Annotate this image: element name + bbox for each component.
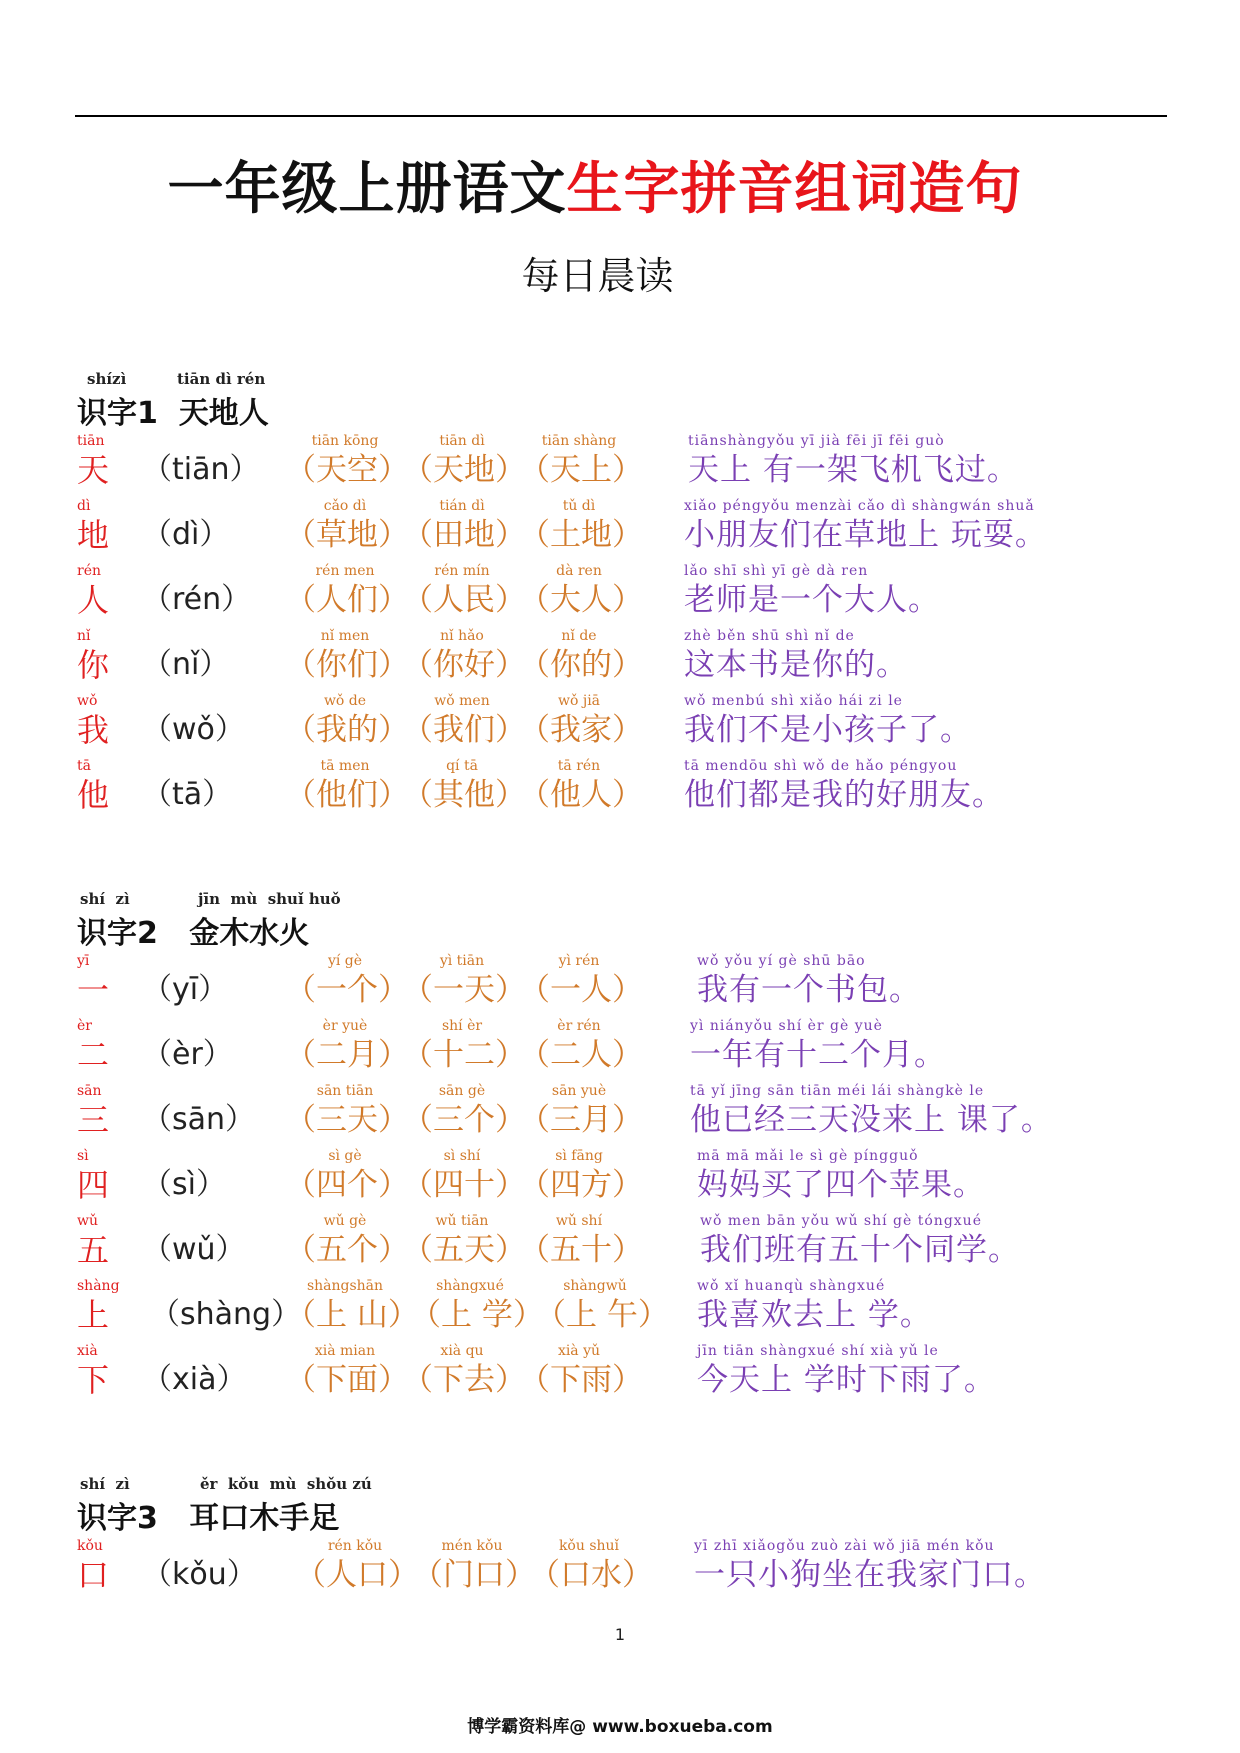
sentence-text: 今天上 学时下雨了。 — [697, 1362, 996, 1398]
sentence-text: 天上 有一架飞机飞过。 — [688, 452, 1019, 488]
word-pinyin: wǒ jiā — [557, 693, 601, 709]
word-pinyin: qí tā — [446, 758, 478, 774]
word — [519, 432, 639, 490]
sentence-pinyin: zhè běn shū shì nǐ de — [684, 628, 855, 644]
word-pinyin: tā men — [320, 758, 370, 774]
sentence-pinyin: tā yǐ jīng sān tiān méi lái shàngkè le — [690, 1083, 985, 1099]
char-pinyin: tiān — [77, 433, 105, 449]
char-pinyin: wǒ — [77, 693, 98, 709]
section-heading — [77, 388, 269, 432]
char-pinyin: dì — [77, 498, 91, 514]
word-pinyin: shí èr — [441, 1018, 483, 1034]
word-pinyin: wǒ men — [434, 693, 490, 709]
section-title-pinyin: jīn mù shuǐ huǒ — [198, 890, 341, 908]
word-pinyin: rén kǒu — [327, 1538, 383, 1554]
word-text: （ 土地 ） — [519, 515, 639, 555]
word-pinyin: tǔ dì — [562, 498, 596, 514]
word-text: （ 口水 ） — [529, 1555, 649, 1595]
sentence-text: 小朋友们在草地上 玩耍。 — [684, 517, 1047, 553]
char-pinyin-large: （tā） — [142, 777, 233, 812]
sentence-pinyin: yì niányǒu shí èr gè yuè — [690, 1018, 883, 1034]
section-heading — [77, 1493, 339, 1537]
word-text: （ 四十 ） — [402, 1165, 522, 1205]
sentence-text: 一年有十二个月。 — [690, 1037, 946, 1073]
word-text: （ 门口 ） — [412, 1555, 532, 1595]
char-pinyin: èr — [77, 1018, 92, 1034]
word-text: （ 天地 ） — [402, 450, 522, 490]
char-cell — [77, 1277, 137, 1335]
sentence-text: 老师是一个大人。 — [684, 582, 940, 618]
sentence-pinyin: jīn tiān shàngxué shí xià yǔ le — [697, 1343, 939, 1359]
char-pinyin-large: （wǒ） — [142, 712, 245, 747]
sentence — [694, 1537, 1046, 1595]
title-red-part: 生字拼音组词造句 — [566, 157, 1023, 222]
char: 地 — [77, 516, 110, 554]
section-heading — [77, 908, 309, 952]
word — [402, 1342, 522, 1400]
word-pinyin: sān tiān — [316, 1083, 374, 1099]
char-cell — [77, 627, 137, 685]
section-header — [0, 890, 1240, 952]
word-text: （ 上 山 ） — [285, 1295, 405, 1335]
section-2 — [0, 890, 1240, 1407]
title-black-part: 一年级上册语文 — [167, 157, 567, 222]
word-text: （ 你好 ） — [402, 645, 522, 685]
word-pinyin: xià yǔ — [557, 1343, 601, 1359]
sentence — [684, 757, 1004, 815]
sentence-pinyin: wǒ menbú shì xiǎo hái zi le — [684, 693, 903, 709]
word — [519, 627, 639, 685]
sentence — [697, 1147, 985, 1205]
char: 二 — [77, 1036, 110, 1074]
sentence — [684, 627, 908, 685]
char-pinyin: sān — [77, 1083, 102, 1099]
char-pinyin: rén — [77, 563, 101, 579]
word — [402, 627, 522, 685]
word — [285, 1342, 405, 1400]
char-row — [0, 692, 1240, 757]
char-pinyin-large: （xià） — [142, 1362, 247, 1397]
word — [285, 497, 405, 555]
char-cell — [77, 1082, 137, 1140]
char-cell — [77, 757, 137, 815]
word — [412, 1537, 532, 1595]
word-text: （ 下面 ） — [285, 1360, 405, 1400]
word-pinyin: èr yuè — [322, 1018, 368, 1034]
word-text: （ 其他 ） — [402, 775, 522, 815]
sentence — [697, 1277, 932, 1335]
page-number: 1 — [614, 1625, 626, 1644]
sentence-text: 我们不是小孩子了。 — [684, 712, 972, 748]
word-text: （ 三月 ） — [519, 1100, 639, 1140]
word — [285, 757, 405, 815]
word-text: （ 他人 ） — [519, 775, 639, 815]
section-title-pinyin: tiān dì rén — [177, 370, 266, 388]
top-rule — [75, 115, 1167, 117]
char: 上 — [77, 1296, 110, 1334]
word-pinyin: xià mian — [314, 1343, 376, 1359]
word-pinyin: wǔ tiān — [435, 1213, 489, 1229]
sentence-text: 他们都是我的好朋友。 — [684, 777, 1004, 813]
word-text: （ 二人 ） — [519, 1035, 639, 1075]
char-cell — [77, 1537, 137, 1595]
word-text: （ 草地 ） — [285, 515, 405, 555]
char-pinyin-large: （sì） — [142, 1167, 226, 1202]
word-text: （ 你们 ） — [285, 645, 405, 685]
section-label-pinyin: shízì — [87, 370, 127, 388]
char: 一 — [77, 971, 110, 1009]
char-cell — [77, 1017, 137, 1075]
word-text: （ 五十 ） — [519, 1230, 639, 1270]
char: 下 — [77, 1361, 110, 1399]
word-text: （ 大人 ） — [519, 580, 639, 620]
page-title — [0, 145, 1190, 225]
word-text: （ 我的 ） — [285, 710, 405, 750]
section-rows — [0, 952, 1240, 1407]
word — [285, 1277, 405, 1335]
char-pinyin-large: （kǒu） — [142, 1557, 257, 1592]
word — [519, 1082, 639, 1140]
word-pinyin: mén kǒu — [441, 1538, 503, 1554]
word-text: （ 人口 ） — [295, 1555, 415, 1595]
char-pinyin-large: （rén） — [142, 582, 252, 617]
word-pinyin: tā rén — [557, 758, 601, 774]
word — [285, 1212, 405, 1270]
word-pinyin: tián dì — [439, 498, 485, 514]
word-text: （ 二月 ） — [285, 1035, 405, 1075]
char-row — [0, 627, 1240, 692]
sentence — [684, 497, 1047, 555]
word-pinyin: shàngxué — [436, 1278, 504, 1294]
char-pinyin-large: （tiān） — [142, 452, 260, 487]
sentence-pinyin: wǒ yǒu yí gè shū bāo — [697, 953, 866, 969]
word — [402, 1147, 522, 1205]
word-pinyin: yì tiān — [439, 953, 485, 969]
char-cell — [77, 1342, 137, 1400]
word — [285, 952, 405, 1010]
sentence-text: 我们班有五十个同学。 — [700, 1232, 1020, 1268]
word-pinyin: sì gè — [328, 1148, 362, 1164]
section-1 — [0, 370, 1240, 822]
word-text: （ 我们 ） — [402, 710, 522, 750]
word-pinyin: xià qu — [440, 1343, 484, 1359]
word-text: （ 一人 ） — [519, 970, 639, 1010]
sentence-pinyin: xiǎo péngyǒu menzài cǎo dì shàngwán shuǎ — [684, 498, 1035, 514]
sentence-pinyin: tā mendōu shì wǒ de hǎo péngyou — [684, 758, 958, 774]
char-pinyin-large: （wǔ） — [142, 1232, 246, 1267]
section-title: 天地人 — [178, 396, 269, 431]
sentence-pinyin: tiānshàngyǒu yī jià fēi jī fēi guò — [688, 433, 945, 449]
char-pinyin-large: （shàng） — [150, 1297, 302, 1332]
word-pinyin: wǔ gè — [323, 1213, 367, 1229]
word-pinyin: rén mín — [434, 563, 490, 579]
section-title: 耳口木手足 — [189, 1501, 340, 1536]
word — [519, 1342, 639, 1400]
word — [285, 432, 405, 490]
word-text: （ 一天 ） — [402, 970, 522, 1010]
char-pinyin-large: （sān） — [142, 1102, 256, 1137]
word — [519, 562, 639, 620]
sentence-pinyin: wǒ xǐ huanqù shàngxué — [697, 1278, 886, 1294]
word-pinyin: kǒu shuǐ — [558, 1538, 620, 1554]
word — [285, 1017, 405, 1075]
word — [519, 692, 639, 750]
char-row — [0, 1082, 1240, 1147]
word — [519, 952, 639, 1010]
char-cell — [77, 562, 137, 620]
sentence-text: 这本书是你的。 — [684, 647, 908, 683]
char-cell — [77, 432, 137, 490]
section-label: 识字1 — [77, 396, 158, 431]
word-pinyin: wǔ shí — [555, 1213, 603, 1229]
word-text: （ 三天 ） — [285, 1100, 405, 1140]
word — [285, 1082, 405, 1140]
word-text: （ 天空 ） — [285, 450, 405, 490]
word — [285, 692, 405, 750]
word-pinyin: cǎo dì — [323, 498, 367, 514]
char-pinyin: nǐ — [77, 628, 91, 644]
word-pinyin: dà ren — [556, 563, 602, 579]
char-cell — [77, 1147, 137, 1205]
word — [529, 1537, 649, 1595]
word — [519, 497, 639, 555]
char-pinyin-large: （dì） — [142, 517, 230, 552]
char-row — [0, 1537, 1240, 1602]
char-pinyin: sì — [77, 1148, 89, 1164]
word-text: （ 下去 ） — [402, 1360, 522, 1400]
char: 三 — [77, 1101, 110, 1139]
word-pinyin: wǒ de — [323, 693, 367, 709]
word-text: （ 五个 ） — [285, 1230, 405, 1270]
word-text: （ 一个 ） — [285, 970, 405, 1010]
char-pinyin: xià — [77, 1343, 98, 1359]
char-pinyin-large: （èr） — [142, 1037, 233, 1072]
word-text: （ 天上 ） — [519, 450, 639, 490]
word — [285, 562, 405, 620]
section-rows — [0, 432, 1240, 822]
word — [402, 1017, 522, 1075]
sentence — [700, 1212, 1020, 1270]
word — [402, 757, 522, 815]
section-label: 识字2 — [77, 916, 158, 951]
char-row — [0, 1147, 1240, 1212]
sentence-pinyin: wǒ men bān yǒu wǔ shí gè tóngxué — [700, 1213, 982, 1229]
sentence-text: 我有一个书包。 — [697, 972, 921, 1008]
word-text: （ 十二 ） — [402, 1035, 522, 1075]
word — [535, 1277, 655, 1335]
char-pinyin: tā — [77, 758, 91, 774]
char-cell — [77, 497, 137, 555]
char: 他 — [77, 776, 110, 814]
sentence — [690, 1017, 946, 1075]
word — [402, 692, 522, 750]
section-header — [0, 370, 1240, 432]
word-text: （ 上 午 ） — [535, 1295, 655, 1335]
section-3 — [0, 1475, 1240, 1602]
section-header — [0, 1475, 1240, 1537]
word — [410, 1277, 530, 1335]
char-row — [0, 1212, 1240, 1277]
char-pinyin: wǔ — [77, 1213, 98, 1229]
char-row — [0, 1017, 1240, 1082]
word-pinyin: sì shí — [443, 1148, 481, 1164]
word-pinyin: sān gè — [438, 1083, 486, 1099]
char-row — [0, 432, 1240, 497]
page-subtitle: 每日晨读 — [521, 254, 674, 298]
char-row — [0, 1277, 1240, 1342]
sentence — [688, 432, 1019, 490]
word-text: （ 人民 ） — [402, 580, 522, 620]
sentence — [684, 692, 972, 750]
sentence-text: 妈妈买了四个苹果。 — [697, 1167, 985, 1203]
word-pinyin: nǐ men — [320, 628, 370, 644]
word-pinyin: shàngwǔ — [563, 1278, 627, 1294]
word-text: （ 人们 ） — [285, 580, 405, 620]
char-pinyin-large: （nǐ） — [142, 647, 230, 682]
word-text: （ 三个 ） — [402, 1100, 522, 1140]
word-pinyin: sì fāng — [555, 1148, 603, 1164]
sentence — [697, 952, 921, 1010]
word-text: （ 五天 ） — [402, 1230, 522, 1270]
word-text: （ 他们 ） — [285, 775, 405, 815]
section-label: 识字3 — [77, 1501, 158, 1536]
sentence — [684, 562, 940, 620]
word-text: （ 田地 ） — [402, 515, 522, 555]
section-title-pinyin: ěr kǒu mù shǒu zú — [200, 1475, 372, 1493]
word — [519, 1017, 639, 1075]
word-pinyin: yì rén — [558, 953, 600, 969]
word — [402, 497, 522, 555]
word — [285, 627, 405, 685]
word-pinyin: rén men — [315, 563, 375, 579]
sentence-text: 我喜欢去上 学。 — [697, 1297, 932, 1333]
word-text: （ 我家 ） — [519, 710, 639, 750]
word-pinyin: nǐ hǎo — [440, 628, 484, 644]
char: 五 — [77, 1231, 110, 1269]
section-label-pinyin: shí zì — [80, 890, 130, 908]
char-pinyin-large: （yī） — [142, 972, 229, 1007]
char-row — [0, 497, 1240, 562]
word-pinyin: shàngshān — [306, 1278, 384, 1294]
char-row — [0, 757, 1240, 822]
char: 天 — [77, 451, 110, 489]
word-text: （ 下雨 ） — [519, 1360, 639, 1400]
char-row — [0, 952, 1240, 1017]
word-pinyin: yí gè — [327, 953, 363, 969]
word — [402, 952, 522, 1010]
word-text: （ 上 学 ） — [410, 1295, 530, 1335]
sentence-text: 他已经三天没来上 课了。 — [690, 1102, 1053, 1138]
section-title: 金木水火 — [189, 916, 310, 951]
word-pinyin: èr rén — [557, 1018, 601, 1034]
char-pinyin: yī — [77, 953, 90, 969]
sentence — [697, 1342, 996, 1400]
word — [402, 562, 522, 620]
sentence-pinyin: yī zhī xiǎogǒu zuò zài wǒ jiā mén kǒu — [694, 1538, 995, 1554]
char-row — [0, 1342, 1240, 1407]
char-pinyin: shàng — [77, 1278, 120, 1294]
word-text: （ 四方 ） — [519, 1165, 639, 1205]
sentence-text: 一只小狗坐在我家门口。 — [694, 1557, 1046, 1593]
char: 口 — [77, 1556, 110, 1594]
word-pinyin: tiān kōng — [311, 433, 379, 449]
word — [285, 1147, 405, 1205]
char-pinyin: kǒu — [77, 1538, 103, 1554]
char-cell — [77, 1212, 137, 1270]
word-pinyin: sān yuè — [551, 1083, 607, 1099]
section-rows — [0, 1537, 1240, 1602]
char: 人 — [77, 581, 110, 619]
char-cell — [77, 952, 137, 1010]
word-text: （ 四个 ） — [285, 1165, 405, 1205]
word-pinyin: tiān shàng — [541, 433, 617, 449]
sentence-pinyin: mā mā mǎi le sì gè píngguǒ — [697, 1148, 919, 1164]
word — [519, 1147, 639, 1205]
word-text: （ 你的 ） — [519, 645, 639, 685]
char: 你 — [77, 646, 110, 684]
char: 我 — [77, 711, 110, 749]
section-label-pinyin: shí zì — [80, 1475, 130, 1493]
word — [295, 1537, 415, 1595]
word — [519, 757, 639, 815]
word — [402, 1082, 522, 1140]
word — [402, 432, 522, 490]
char: 四 — [77, 1166, 110, 1204]
char-cell — [77, 692, 137, 750]
footer-watermark: 博学霸资料库@ www.boxueba.com — [467, 1717, 773, 1737]
word — [519, 1212, 639, 1270]
sentence — [690, 1082, 1053, 1140]
sentence-pinyin: lǎo shī shì yī gè dà ren — [684, 563, 869, 579]
word — [402, 1212, 522, 1270]
char-row — [0, 562, 1240, 627]
word-pinyin: tiān dì — [439, 433, 485, 449]
word-pinyin: nǐ de — [561, 628, 597, 644]
